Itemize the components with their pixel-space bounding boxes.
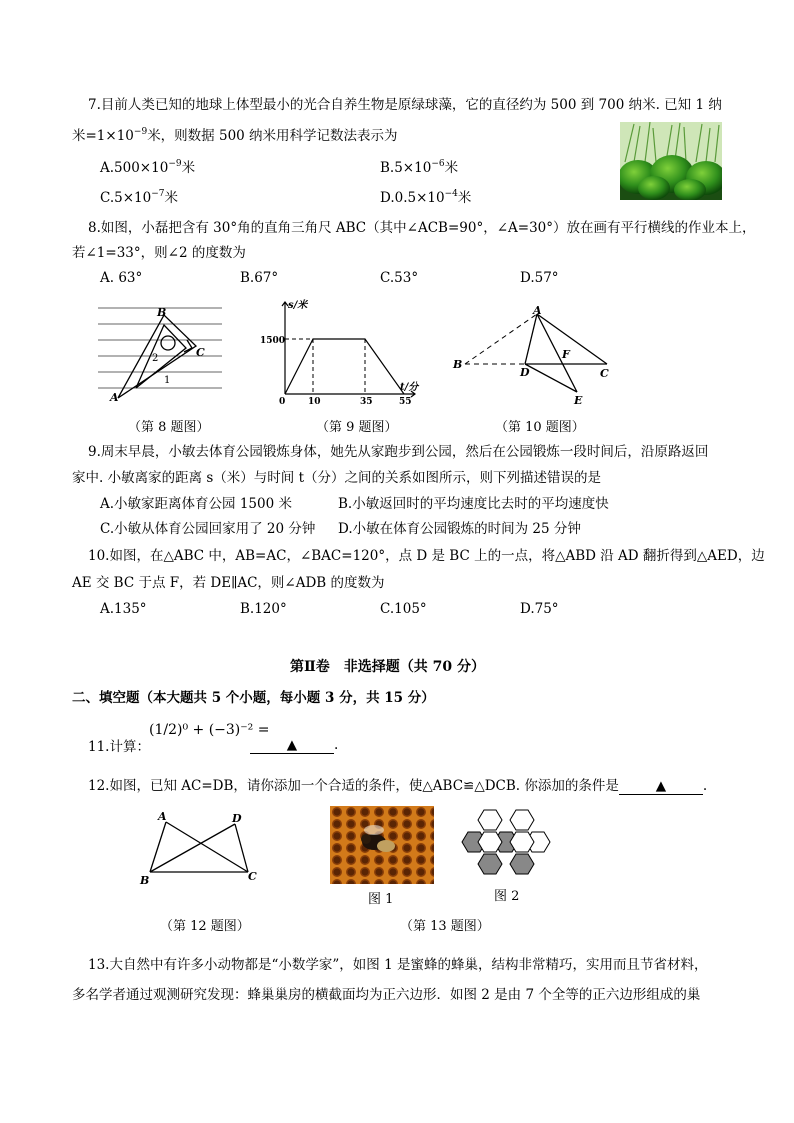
q9-line1: 9.周末早晨，小敏去体育公园锻炼身体，她先从家跑步到公园，然后在公园锻炼一段时间后，沿原路返回 (88, 444, 709, 460)
q7-line2: 米$=1\times 10^{-9}$米，则数据 500 纳米用科学记数法表示为 (72, 127, 398, 144)
fig13-img1-label: 图 1 (368, 892, 394, 907)
q8-line2: 若∠1=33°，则∠2 的度数为 (72, 245, 246, 261)
q11-label: 11.计算： (88, 739, 150, 755)
algae-photo (620, 122, 722, 200)
q9-option-b: B.小敏返回时的平均速度比去时的平均速度快 (338, 496, 609, 512)
q9-option-a: A.小敏家距离体育公园 1500 米 (100, 496, 292, 512)
fig10-label-c: C (600, 367, 609, 380)
fig9-x-0: 0 (279, 397, 286, 407)
fig9-x-10: 10 (308, 397, 321, 407)
q10-option-b: B.120° (240, 601, 287, 617)
fig12-label-a: A (158, 810, 167, 823)
fig9-x-35: 35 (360, 397, 373, 407)
q8-option-b: B.67° (240, 270, 279, 286)
part-2-heading: 二、填空题（本大题共 5 个小题，每小题 3 分，共 15 分） (72, 690, 435, 706)
figure-8 (90, 298, 230, 406)
fig8-label-c: C (196, 346, 205, 359)
q8-option-d: D.57° (520, 270, 559, 286)
q10-option-c: C.105° (380, 601, 427, 617)
q10-option-a: A.135° (100, 601, 147, 617)
q13-line2: 多名学者通过观测研究发现：蜂巢巢房的横截面均为正六边形．如图 2 是由 7 个全等的正六边形组成的巢 (72, 987, 701, 1003)
fig10-label-a: A (533, 304, 542, 317)
q11-answer: ▲ . (250, 737, 338, 754)
fig9-y-1500: 1500 (260, 336, 286, 346)
q10-option-d: D.75° (520, 601, 559, 617)
fig10-label-b: B (453, 358, 463, 371)
fig8-angle-2: 2 (152, 353, 159, 364)
section-2-title: 第Ⅱ卷 非选择题（共 70 分） (290, 659, 486, 675)
q10-line1: 10.如图，在△ABC 中，AB=AC，∠BAC=120°，点 D 是 BC 上的一点，将△ABD 沿 AD 翻折得到△AED，边 (88, 548, 765, 564)
figure-10 (450, 302, 615, 408)
fig10-label-d: D (520, 366, 530, 379)
fig9-x-unit: t/分 (400, 382, 419, 393)
fig10-caption: （第 10 题图） (495, 420, 585, 435)
fig9-x-55: 55 (399, 397, 412, 407)
q12-line: 12.如图，已知 AC=DB，请你添加一个合适的条件，使△ABC≌△DCB. 你添加的条件是 ▲ . (88, 778, 708, 794)
fig9-caption: （第 9 题图） (316, 420, 398, 435)
q9-line2: 家中. 小敏离家的距离 s（米）与时间 t（分）之间的关系如图所示，则下列描述错误的是 (72, 470, 602, 486)
q7-option-b: $B.5\times 10^{-6}$米 (380, 159, 459, 176)
q8-option-a: A. 63° (100, 270, 143, 286)
fig12-caption: （第 12 题图） (160, 919, 250, 934)
q9-option-c: C.小敏从体育公园回家用了 20 分钟 (100, 521, 316, 537)
q7-option-a: $A.500\times 10^{-9}$米 (100, 159, 196, 176)
figure-9 (260, 296, 420, 408)
q7-option-c: $C.5\times 10^{-7}$米 (100, 189, 179, 206)
fig9-y-unit: s/米 (288, 300, 308, 311)
fig8-label-b: B (157, 306, 167, 319)
q7-option-d: $D.0.5\times 10^{-4}$米 (380, 189, 472, 206)
fig12-label-b: B (140, 874, 150, 887)
q8-option-c: C.53° (380, 270, 419, 286)
fig10-label-e: E (574, 394, 583, 407)
q8-line1: 8.如图，小磊把含有 30°角的直角三角尺 ABC（其中∠ACB=90°，∠A=30°）放在画有平行横线的作业本上， (88, 220, 756, 236)
fig8-caption: （第 8 题图） (128, 420, 210, 435)
figure-12 (136, 808, 266, 888)
q9-option-d: D.小敏在体育公园锻炼的时间为 25 分钟 (338, 521, 581, 537)
fig8-label-a: A (110, 391, 119, 404)
q7-line1: 7.目前人类已知的地球上体型最小的光合自养生物是原绿球藻，它的直径约为 500 到 700 纳米. 已知 1 纳 (88, 97, 722, 113)
fig8-angle-1: 1 (164, 375, 171, 386)
fig13-caption: （第 13 题图） (400, 919, 490, 934)
fig12-label-d: D (232, 812, 242, 825)
fig13-img2-label: 图 2 (494, 889, 520, 904)
q13-line1: 13.大自然中有许多小动物都是“小数学家”，如图 1 是蜜蜂的蜂巢，结构非常精巧，实用而且节省材料， (88, 957, 708, 973)
fig10-label-f: F (562, 348, 570, 361)
hexagon-figure (458, 806, 554, 884)
fig12-label-c: C (248, 870, 257, 883)
q11-expression: (1/2)⁰ + (−3)⁻² = (149, 722, 270, 738)
q10-line2: AE 交 BC 于点 F，若 DE∥AC，则∠ADB 的度数为 (72, 575, 385, 591)
honeycomb-photo (330, 806, 434, 884)
